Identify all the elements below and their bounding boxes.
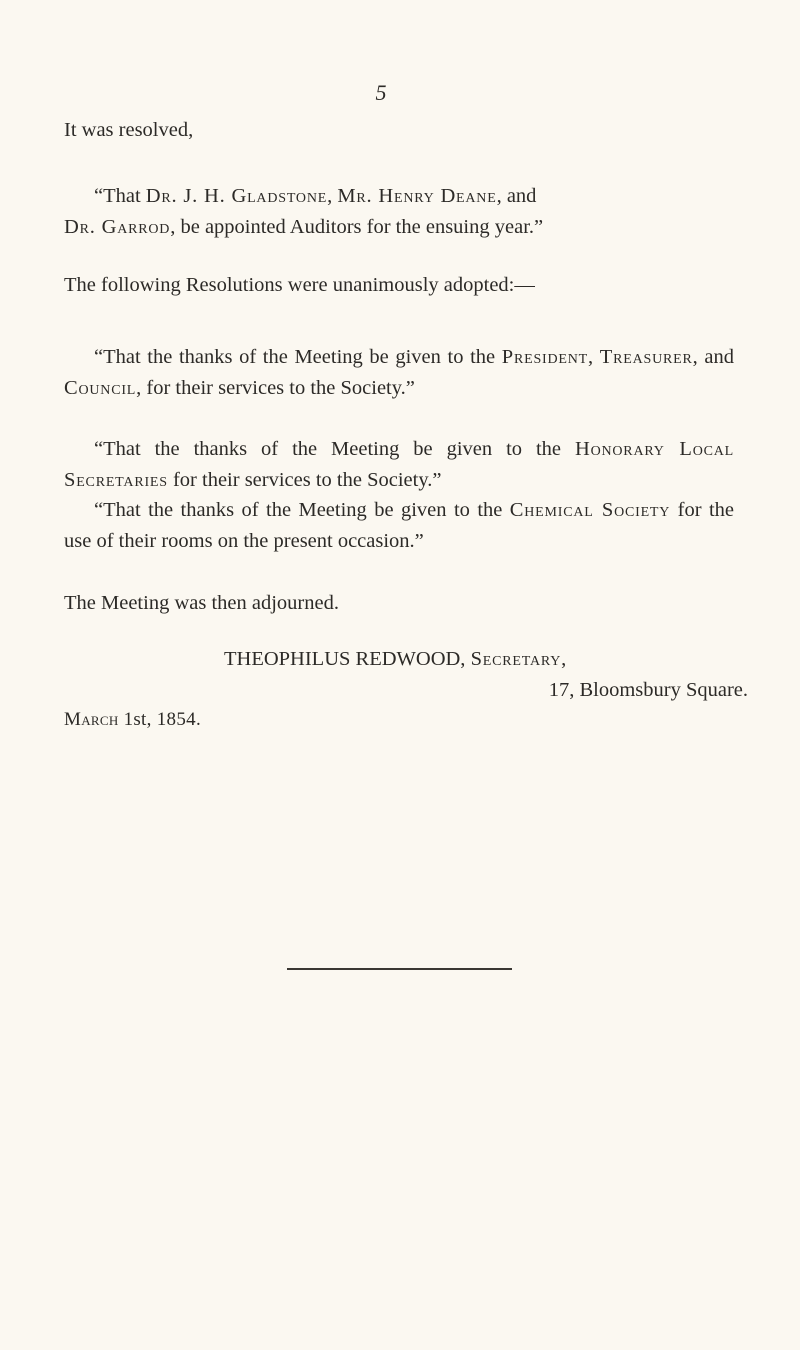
honorary-local-secretaries: Honorary Local Secretaries xyxy=(64,438,735,491)
officer-council: Council xyxy=(64,377,137,399)
following-resolutions-line: The following Resolutions were unanimously adopted:— xyxy=(64,274,535,296)
resolution-chemical-society xyxy=(64,495,734,557)
separator: , xyxy=(327,185,338,207)
auditor-gladstone: Dr. J. H. Gladstone xyxy=(145,185,328,207)
chemical-society: Chemical Society xyxy=(509,499,671,521)
resolution-text: “That the thanks of the Meeting be given to the xyxy=(94,499,510,521)
resolution-text: “That the thanks of the Meeting be given to the xyxy=(94,438,575,460)
dateline xyxy=(64,704,201,735)
page-number: 5 xyxy=(375,80,387,105)
auditor-garrod: Dr. Garrod xyxy=(64,216,171,238)
secretary-name: THEOPHILUS REDWOOD, xyxy=(224,648,471,670)
resolution-text: “That the thanks of the Meeting be given to the xyxy=(94,346,502,368)
auditors-resolution xyxy=(64,181,734,243)
auditor-deane: Mr. Henry Deane xyxy=(337,185,497,207)
resolution-text: for the use of their rooms on the present occasion.” xyxy=(64,499,734,552)
date-month: March xyxy=(64,709,119,730)
resolution-text: for their services to the Society.” xyxy=(167,469,442,491)
separator: , and xyxy=(496,185,537,207)
auditors-rest: , be appointed Auditors for the ensuing year.” xyxy=(170,216,544,238)
officer-president: President xyxy=(501,346,589,368)
officer-treasurer: Treasurer xyxy=(599,346,693,368)
resolution-text: , for their services to the Society.” xyxy=(136,377,415,399)
resolution-secretaries xyxy=(64,434,734,496)
adjourned-line: The Meeting was then adjourned. xyxy=(64,592,339,614)
secretary-title: Secretary, xyxy=(470,648,568,670)
closing-rule-divider xyxy=(287,968,512,970)
resolved-line: It was resolved, xyxy=(64,119,194,141)
quote-open: “That xyxy=(94,185,146,207)
separator: , xyxy=(588,346,600,368)
secretary-address: 17, Bloomsbury Square. xyxy=(548,679,748,701)
signature xyxy=(224,644,567,675)
date-day-year: 1st, 1854. xyxy=(118,709,201,730)
resolution-officers xyxy=(64,342,734,404)
separator: , and xyxy=(692,346,734,368)
